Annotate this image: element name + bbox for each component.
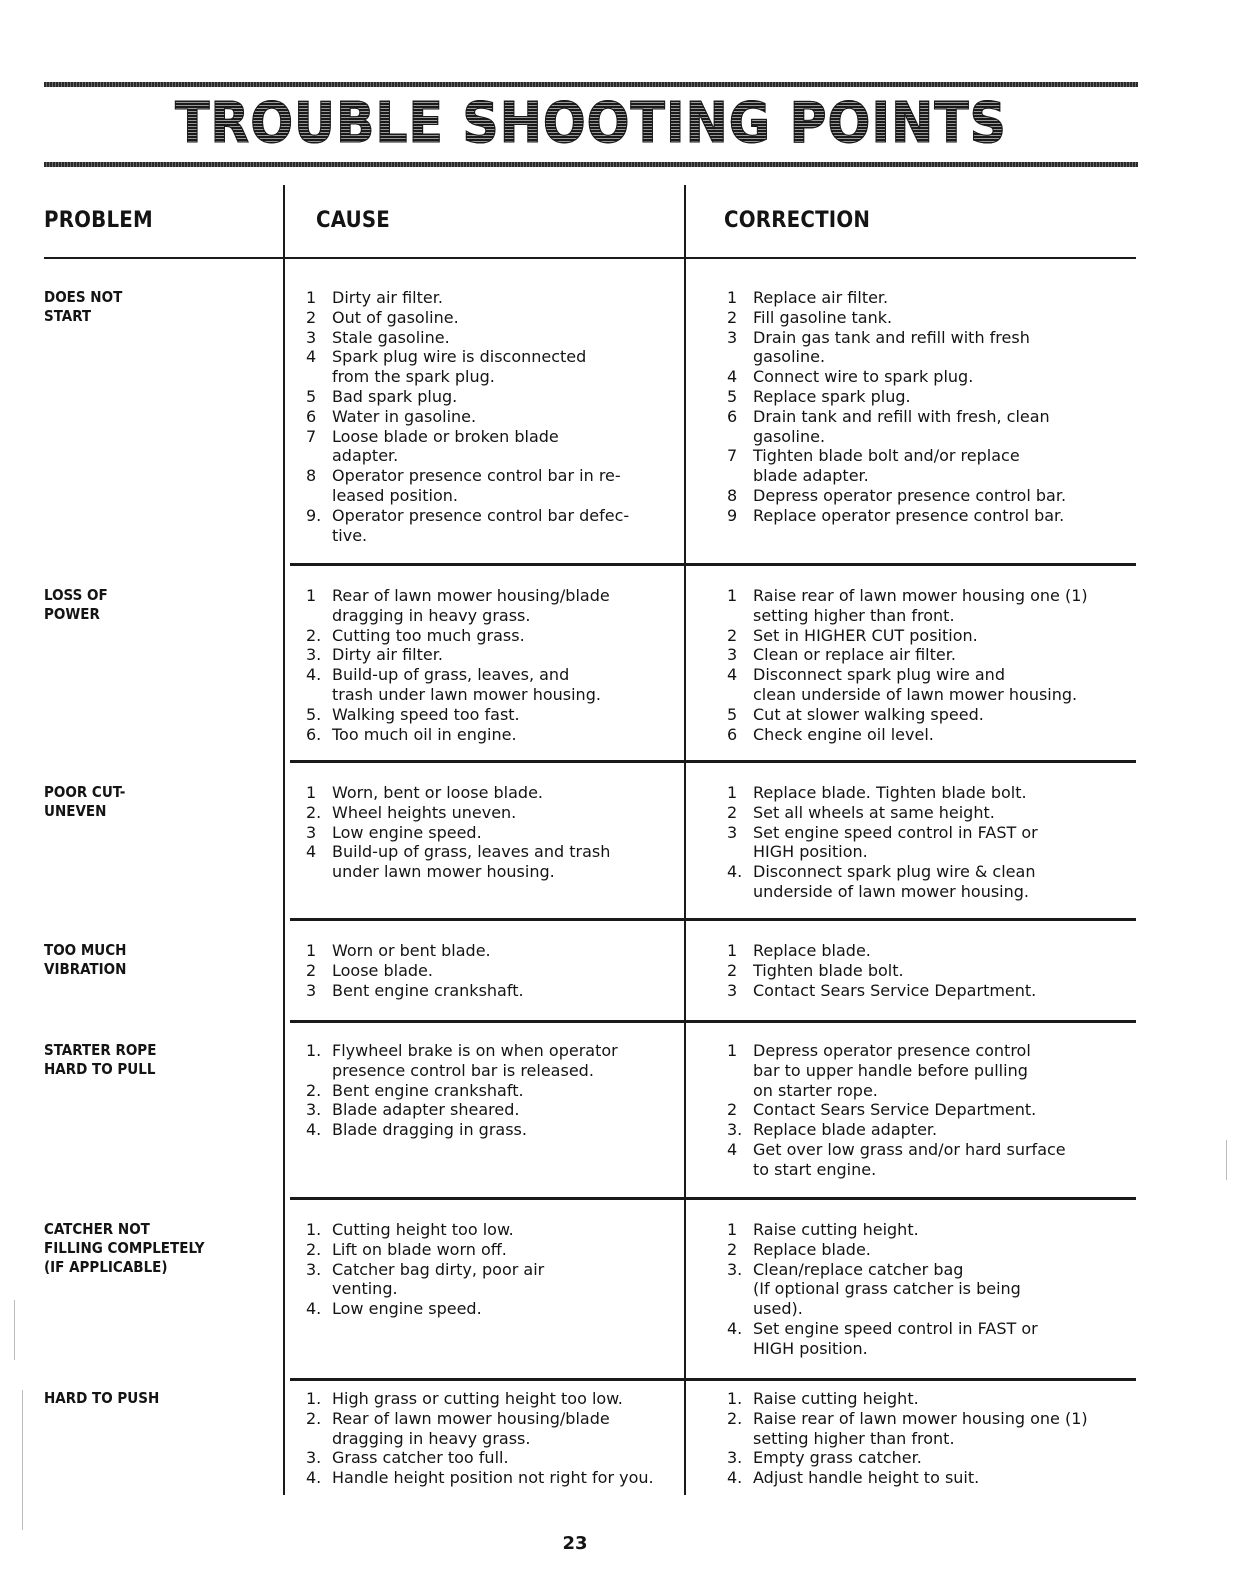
- item-number: 9.: [306, 505, 322, 525]
- item-text: Disconnect spark plug wire and clean underside of lawn mower housing.: [753, 665, 1078, 704]
- item-number: 4: [727, 665, 738, 685]
- list-item: [727, 1389, 1127, 1409]
- item-text: Worn, bent or loose blade.: [332, 783, 544, 802]
- item-number: 1.: [306, 1389, 322, 1408]
- item-number: 7: [306, 426, 317, 446]
- item-number: 2: [727, 1239, 738, 1259]
- scan-mark: [1226, 1140, 1227, 1180]
- item-number: 4: [727, 367, 738, 387]
- row-divider: [290, 1020, 1136, 1023]
- row-divider: [290, 1378, 1136, 1381]
- item-number: 1: [727, 1220, 738, 1239]
- list-item: [727, 941, 1127, 961]
- problem-line: START: [44, 307, 92, 325]
- item-number: 3: [727, 822, 738, 842]
- item-number: 6: [727, 406, 738, 426]
- list-item: [727, 1120, 1127, 1140]
- problem-line: STARTER ROPE: [44, 1041, 157, 1059]
- item-text: Loose blade or broken blade adapter.: [332, 426, 559, 466]
- item-number: 1: [306, 941, 317, 960]
- correction-list: [727, 586, 1127, 744]
- item-text: Too much oil in engine.: [332, 724, 517, 744]
- problem-line: VIBRATION: [44, 960, 127, 978]
- list-item: [727, 626, 1127, 646]
- problem-label: [44, 941, 264, 979]
- list-item: [727, 725, 1127, 745]
- page-title: TROUBLE SHOOTING POINTS: [44, 86, 1138, 162]
- list-item: [306, 705, 676, 725]
- item-number: 3.: [727, 1259, 743, 1279]
- problem-line: FILLING COMPLETELY: [44, 1239, 205, 1257]
- item-text: Flywheel brake is on when operator presence control bar is released.: [332, 1041, 618, 1080]
- item-text: Worn or bent blade.: [332, 941, 491, 960]
- item-text: Clean/replace catcher bag (If optional grass catcher is being used).: [753, 1259, 1021, 1319]
- item-number: 3: [727, 327, 738, 347]
- item-number: 2: [306, 960, 317, 980]
- item-text: Build-up of grass, leaves and trash under lawn mower housing.: [332, 842, 611, 882]
- list-item: [727, 1100, 1127, 1120]
- list-item: [306, 1299, 676, 1319]
- item-text: Contact Sears Service Department.: [753, 1100, 1037, 1120]
- item-number: 1: [306, 288, 317, 307]
- item-number: 1: [306, 783, 317, 802]
- item-number: 4.: [727, 862, 743, 882]
- item-text: Get over low grass and/or hard surface to start engine.: [753, 1139, 1066, 1179]
- cause-list: [306, 1389, 676, 1488]
- correction-list: [727, 1389, 1127, 1488]
- list-item: [306, 1100, 676, 1120]
- item-text: High grass or cutting height too low.: [332, 1389, 623, 1408]
- problem-column-header: PROBLEM: [44, 208, 153, 233]
- item-number: 3: [727, 645, 738, 665]
- item-number: 2.: [306, 802, 322, 822]
- list-item: [306, 981, 676, 1001]
- title-rule-bottom: [44, 162, 1138, 167]
- item-number: 4.: [306, 1120, 322, 1140]
- item-number: 5.: [306, 704, 322, 724]
- item-text: Depress operator presence control bar to upper handle before pulling on starter rope.: [753, 1041, 1031, 1100]
- problem-label: [44, 1220, 264, 1277]
- list-item: [727, 586, 1127, 626]
- list-item: [306, 1260, 676, 1300]
- item-number: 1.: [727, 1389, 743, 1408]
- problem-line: DOES NOT: [44, 288, 123, 306]
- item-text: Raise cutting height.: [753, 1220, 919, 1239]
- list-item: [727, 1409, 1127, 1449]
- problem-line: HARD TO PUSH: [44, 1389, 160, 1407]
- item-number: 2: [727, 960, 738, 980]
- item-text: Build-up of grass, leaves, and trash under lawn mower housing.: [332, 665, 601, 704]
- problem-label: [44, 1389, 264, 1408]
- item-text: Out of gasoline.: [332, 307, 459, 327]
- list-item: [306, 407, 676, 427]
- item-number: 1: [727, 586, 738, 605]
- list-item: [727, 1260, 1127, 1319]
- item-text: Operator presence control bar in re- leased position.: [332, 466, 621, 505]
- item-number: 1.: [306, 1041, 322, 1060]
- item-text: Cutting too much grass.: [332, 625, 525, 645]
- list-item: [306, 1081, 676, 1101]
- list-item: [727, 981, 1127, 1001]
- item-number: 6: [727, 724, 738, 744]
- item-text: Tighten blade bolt and/or replace blade adapter.: [753, 446, 1020, 486]
- problem-line: (IF APPLICABLE): [44, 1258, 168, 1276]
- item-text: Replace air filter.: [753, 288, 889, 307]
- list-item: [306, 941, 676, 961]
- row-divider: [290, 1197, 1136, 1200]
- item-text: Water in gasoline.: [332, 406, 477, 426]
- item-number: 1: [727, 783, 738, 802]
- list-item: [306, 1389, 676, 1409]
- correction-list: [727, 1041, 1127, 1180]
- list-item: [727, 823, 1127, 863]
- item-number: 3: [306, 980, 317, 1000]
- item-text: Set in HIGHER CUT position.: [753, 625, 978, 645]
- item-text: Depress operator presence control bar.: [753, 485, 1067, 505]
- list-item: [306, 506, 676, 546]
- item-number: 4: [306, 347, 317, 367]
- list-item: [306, 1448, 676, 1468]
- item-text: Fill gasoline tank.: [753, 307, 893, 327]
- item-number: 8: [306, 466, 317, 486]
- item-number: 3: [727, 980, 738, 1000]
- list-item: [306, 1120, 676, 1140]
- problem-label: [44, 783, 264, 821]
- item-text: Empty grass catcher.: [753, 1448, 922, 1468]
- item-text: Raise cutting height.: [753, 1389, 919, 1408]
- item-text: Drain tank and refill with fresh, clean gasoline.: [753, 406, 1050, 446]
- item-text: Loose blade.: [332, 960, 433, 980]
- list-item: [727, 1041, 1127, 1100]
- list-item: [727, 1220, 1127, 1240]
- page-number: 23: [562, 1533, 588, 1554]
- list-item: [727, 862, 1127, 902]
- list-item: [727, 961, 1127, 981]
- item-text: Connect wire to spark plug.: [753, 367, 974, 387]
- item-text: Replace operator presence control bar.: [753, 505, 1065, 525]
- problem-line: HARD TO PULL: [44, 1060, 156, 1078]
- item-text: Contact Sears Service Department.: [753, 980, 1037, 1000]
- list-item: [306, 586, 676, 626]
- item-text: Disconnect spark plug wire & clean underside of lawn mower housing.: [753, 862, 1036, 901]
- item-text: Blade dragging in grass.: [332, 1120, 527, 1140]
- item-number: 4: [727, 1139, 738, 1159]
- item-text: Grass catcher too full.: [332, 1448, 509, 1468]
- list-item: [306, 347, 676, 387]
- list-item: [727, 1468, 1127, 1488]
- item-text: Set all wheels at same height.: [753, 802, 995, 822]
- item-number: 3.: [306, 1448, 322, 1468]
- problem-line: UNEVEN: [44, 802, 107, 820]
- list-item: [306, 466, 676, 506]
- item-text: Rear of lawn mower housing/blade dragging in heavy grass.: [332, 586, 610, 625]
- list-item: [727, 1240, 1127, 1260]
- scan-mark: [14, 1300, 15, 1360]
- row-divider: [290, 563, 1136, 566]
- correction-list: [727, 783, 1127, 902]
- item-number: 7: [727, 446, 738, 466]
- list-item: [727, 506, 1127, 526]
- item-text: Check engine oil level.: [753, 724, 934, 744]
- cause-list: [306, 288, 676, 545]
- problem-line: LOSS OF: [44, 586, 108, 604]
- item-number: 1: [306, 586, 317, 605]
- scan-mark: [22, 1390, 23, 1530]
- problem-line: CATCHER NOT: [44, 1220, 150, 1238]
- list-item: [306, 665, 676, 705]
- list-item: [306, 725, 676, 745]
- item-text: Spark plug wire is disconnected from the spark plug.: [332, 347, 587, 387]
- item-number: 2: [727, 307, 738, 327]
- item-number: 5: [727, 704, 738, 724]
- item-text: Walking speed too fast.: [332, 704, 520, 724]
- item-text: Replace spark plug.: [753, 386, 911, 406]
- correction-list: [727, 288, 1127, 526]
- list-item: [727, 645, 1127, 665]
- correction-list: [727, 1220, 1127, 1359]
- list-item: [306, 1468, 676, 1488]
- cause-list: [306, 783, 676, 882]
- item-text: Bent engine crankshaft.: [332, 980, 524, 1000]
- item-number: 3.: [306, 1259, 322, 1279]
- item-text: Blade adapter sheared.: [332, 1100, 520, 1120]
- item-number: 2.: [306, 625, 322, 645]
- list-item: [727, 803, 1127, 823]
- cause-list: [306, 586, 676, 744]
- list-item: [727, 1140, 1127, 1180]
- list-item: [727, 308, 1127, 328]
- list-item: [306, 645, 676, 665]
- list-item: [306, 823, 676, 843]
- problem-line: TOO MUCH: [44, 941, 127, 959]
- list-item: [727, 665, 1127, 705]
- item-text: Stale gasoline.: [332, 327, 450, 347]
- item-text: Bad spark plug.: [332, 386, 458, 406]
- item-text: Cutting height too low.: [332, 1220, 514, 1239]
- item-text: Adjust handle height to suit.: [753, 1468, 980, 1488]
- item-number: 2.: [306, 1239, 322, 1259]
- item-number: 5: [727, 386, 738, 406]
- item-number: 2.: [727, 1408, 743, 1428]
- item-number: 3.: [306, 1100, 322, 1120]
- item-text: Rear of lawn mower housing/blade dragging in heavy grass.: [332, 1408, 610, 1448]
- item-number: 3: [306, 327, 317, 347]
- cause-list: [306, 941, 676, 1000]
- item-number: 2: [727, 625, 738, 645]
- item-number: 4.: [306, 665, 322, 685]
- list-item: [306, 1041, 676, 1081]
- list-item: [306, 427, 676, 467]
- list-item: [306, 803, 676, 823]
- list-item: [727, 367, 1127, 387]
- list-item: [306, 961, 676, 981]
- list-item: [306, 1220, 676, 1240]
- list-item: [306, 842, 676, 882]
- list-item: [727, 328, 1127, 368]
- item-number: 3.: [727, 1448, 743, 1468]
- problem-line: POOR CUT-: [44, 783, 126, 801]
- item-number: 9: [727, 505, 738, 525]
- item-number: 4.: [306, 1299, 322, 1319]
- item-text: Replace blade.: [753, 941, 871, 960]
- list-item: [727, 486, 1127, 506]
- item-text: Dirty air filter.: [332, 645, 443, 665]
- item-text: Set engine speed control in FAST or HIGH position.: [753, 822, 1038, 862]
- list-item: [727, 288, 1127, 308]
- list-item: [727, 1319, 1127, 1359]
- cause-list: [306, 1220, 676, 1319]
- item-text: Replace blade. Tighten blade bolt.: [753, 783, 1027, 802]
- correction-column-header: CORRECTION: [724, 208, 871, 233]
- item-number: 1: [727, 941, 738, 960]
- item-number: 2.: [306, 1080, 322, 1100]
- item-number: 4: [306, 842, 317, 862]
- cause-column-header: CAUSE: [316, 208, 391, 233]
- problem-label: [44, 586, 264, 624]
- item-text: Cut at slower walking speed.: [753, 704, 984, 724]
- list-item: [306, 308, 676, 328]
- item-number: 8: [727, 485, 738, 505]
- item-text: Catcher bag dirty, poor air venting.: [332, 1259, 545, 1299]
- item-text: Replace blade.: [753, 1239, 871, 1259]
- item-number: 2: [306, 307, 317, 327]
- row-divider: [44, 257, 1136, 259]
- item-text: Bent engine crankshaft.: [332, 1080, 524, 1100]
- list-item: [306, 328, 676, 348]
- item-number: 4.: [727, 1468, 743, 1488]
- list-item: [727, 407, 1127, 447]
- item-text: Wheel heights uneven.: [332, 802, 517, 822]
- item-text: Operator presence control bar defec- tive.: [332, 505, 630, 545]
- list-item: [727, 1448, 1127, 1468]
- problem-label: [44, 1041, 264, 1079]
- item-number: 6: [306, 406, 317, 426]
- item-number: 3.: [306, 645, 322, 665]
- item-number: 1: [727, 288, 738, 307]
- list-item: [306, 1240, 676, 1260]
- item-text: Lift on blade worn off.: [332, 1239, 507, 1259]
- item-text: Replace blade adapter.: [753, 1120, 938, 1140]
- item-text: Low engine speed.: [332, 1299, 482, 1319]
- item-number: 2: [727, 1100, 738, 1120]
- item-number: 1: [727, 1041, 738, 1060]
- item-text: Handle height position not right for you.: [332, 1468, 654, 1488]
- list-item: [306, 626, 676, 646]
- item-text: Low engine speed.: [332, 822, 482, 842]
- item-text: Clean or replace air filter.: [753, 645, 956, 665]
- item-number: 5: [306, 386, 317, 406]
- column-divider-left: [283, 185, 285, 1495]
- item-text: Drain gas tank and refill with fresh gasoline.: [753, 327, 1030, 367]
- item-text: Set engine speed control in FAST or HIGH position.: [753, 1318, 1038, 1358]
- item-number: 6.: [306, 724, 322, 744]
- cause-list: [306, 1041, 676, 1140]
- list-item: [727, 387, 1127, 407]
- item-text: Tighten blade bolt.: [753, 960, 904, 980]
- list-item: [727, 783, 1127, 803]
- item-number: 3: [306, 822, 317, 842]
- item-number: 2.: [306, 1408, 322, 1428]
- list-item: [306, 288, 676, 308]
- item-number: 4.: [306, 1468, 322, 1488]
- correction-list: [727, 941, 1127, 1000]
- problem-label: [44, 288, 264, 326]
- item-number: 3.: [727, 1120, 743, 1140]
- column-divider-right: [684, 185, 686, 1495]
- list-item: [727, 446, 1127, 486]
- item-text: Raise rear of lawn mower housing one (1) setting higher than front.: [753, 1408, 1088, 1448]
- row-divider: [290, 918, 1136, 921]
- list-item: [306, 783, 676, 803]
- item-number: 4.: [727, 1318, 743, 1338]
- problem-line: POWER: [44, 605, 100, 623]
- item-number: 1.: [306, 1220, 322, 1239]
- list-item: [306, 1409, 676, 1449]
- list-item: [306, 387, 676, 407]
- item-number: 2: [727, 802, 738, 822]
- list-item: [727, 705, 1127, 725]
- item-text: Raise rear of lawn mower housing one (1) setting higher than front.: [753, 586, 1088, 625]
- item-text: Dirty air filter.: [332, 288, 443, 307]
- row-divider: [290, 760, 1136, 763]
